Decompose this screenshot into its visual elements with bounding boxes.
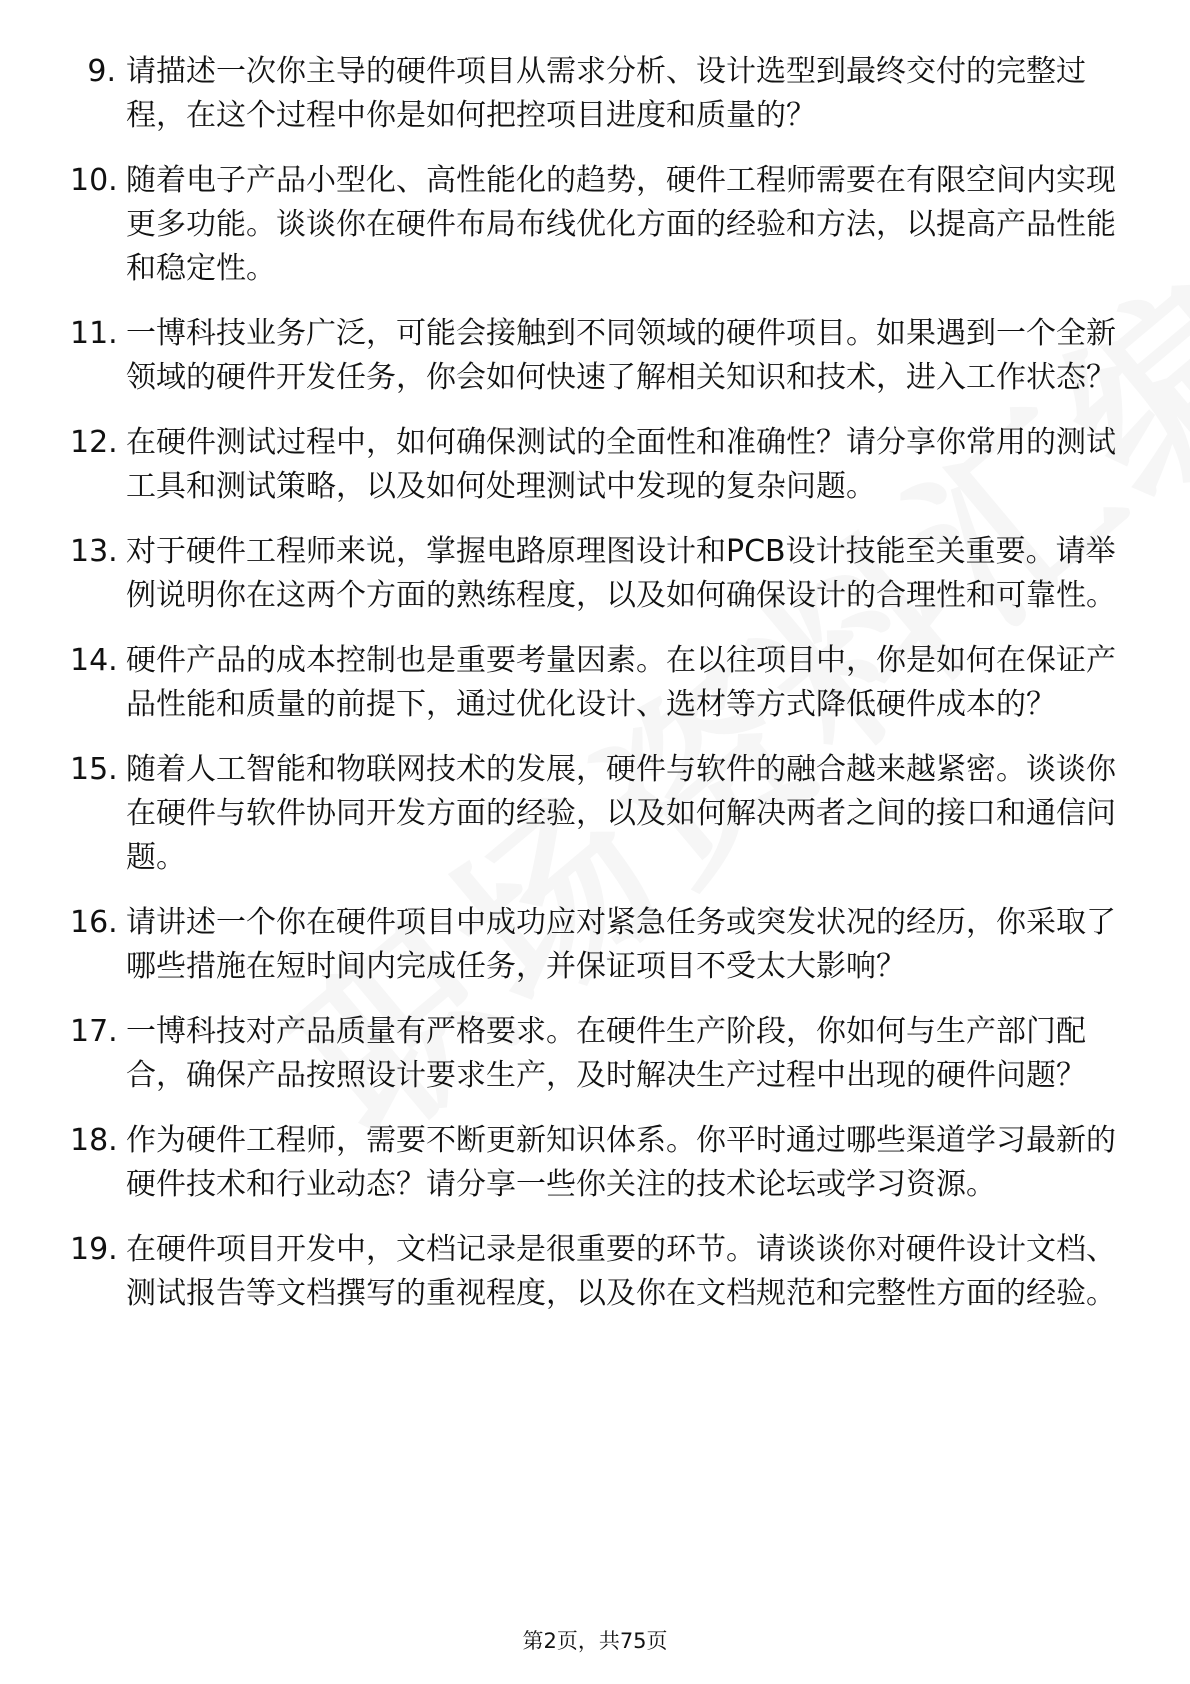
question-number: 11. xyxy=(70,316,118,351)
question-number: 16. xyxy=(70,905,118,940)
question-text: 一博科技业务广泛，可能会接触到不同领域的硬件项目。如果遇到一个全新领域的硬件开发任务，你会如何快速了解相关知识和技术，进入工作状态？ xyxy=(126,316,1116,395)
question-item xyxy=(70,748,1130,880)
question-number: 9. xyxy=(87,54,116,89)
question-item xyxy=(70,312,1130,400)
question-item xyxy=(70,901,1130,989)
question-number: 12. xyxy=(70,425,118,460)
question-text: 硬件产品的成本控制也是重要考量因素。在以往项目中，你是如何在保证产品性能和质量的前提下，通过优化设计、选材等方式降低硬件成本的？ xyxy=(126,643,1116,722)
question-number: 13. xyxy=(70,534,118,569)
question-text: 请描述一次你主导的硬件项目从需求分析、设计选型到最终交付的完整过程，在这个过程中你是如何把控项目进度和质量的？ xyxy=(126,54,1086,133)
question-text: 对于硬件工程师来说，掌握电路原理图设计和PCB设计技能至关重要。请举例说明你在这两个方面的熟练程度，以及如何确保设计的合理性和可靠性。 xyxy=(126,534,1116,613)
question-number: 19. xyxy=(70,1232,118,1267)
question-text: 请讲述一个你在硬件项目中成功应对紧急任务或突发状况的经历，你采取了哪些措施在短时间内完成任务，并保证项目不受太大影响？ xyxy=(126,905,1116,984)
question-item xyxy=(70,1119,1130,1207)
question-number: 17. xyxy=(70,1014,118,1049)
question-number: 10. xyxy=(70,163,118,198)
question-text: 在硬件项目开发中，文档记录是很重要的环节。请谈谈你对硬件设计文档、测试报告等文档撰写的重视程度，以及你在文档规范和完整性方面的经验。 xyxy=(126,1232,1116,1311)
question-item xyxy=(70,530,1130,618)
page-footer: 第2页，共75页 xyxy=(522,1629,668,1653)
question-text: 作为硬件工程师，需要不断更新知识体系。你平时通过哪些渠道学习最新的硬件技术和行业动态？请分享一些你关注的技术论坛或学习资源。 xyxy=(126,1123,1116,1202)
question-item xyxy=(70,1010,1130,1098)
question-text: 随着电子产品小型化、高性能化的趋势，硬件工程师需要在有限空间内实现更多功能。谈谈你在硬件布局布线优化方面的经验和方法，以提高产品性能和稳定性。 xyxy=(126,163,1116,286)
question-item xyxy=(70,50,1130,138)
question-number: 18. xyxy=(70,1123,118,1158)
question-text: 随着人工智能和物联网技术的发展，硬件与软件的融合越来越紧密。谈谈你在硬件与软件协同开发方面的经验，以及如何解决两者之间的接口和通信问题。 xyxy=(126,752,1116,875)
question-list xyxy=(70,50,1130,1337)
question-item xyxy=(70,421,1130,509)
question-number: 15. xyxy=(70,752,118,787)
question-text: 在硬件测试过程中，如何确保测试的全面性和准确性？请分享你常用的测试工具和测试策略，以及如何处理测试中发现的复杂问题。 xyxy=(126,425,1116,504)
question-item xyxy=(70,639,1130,727)
question-item xyxy=(70,1228,1130,1316)
question-text: 一博科技对产品质量有严格要求。在硬件生产阶段，你如何与生产部门配合，确保产品按照设计要求生产，及时解决生产过程中出现的硬件问题？ xyxy=(126,1014,1086,1093)
question-item xyxy=(70,159,1130,291)
question-number: 14. xyxy=(70,643,118,678)
